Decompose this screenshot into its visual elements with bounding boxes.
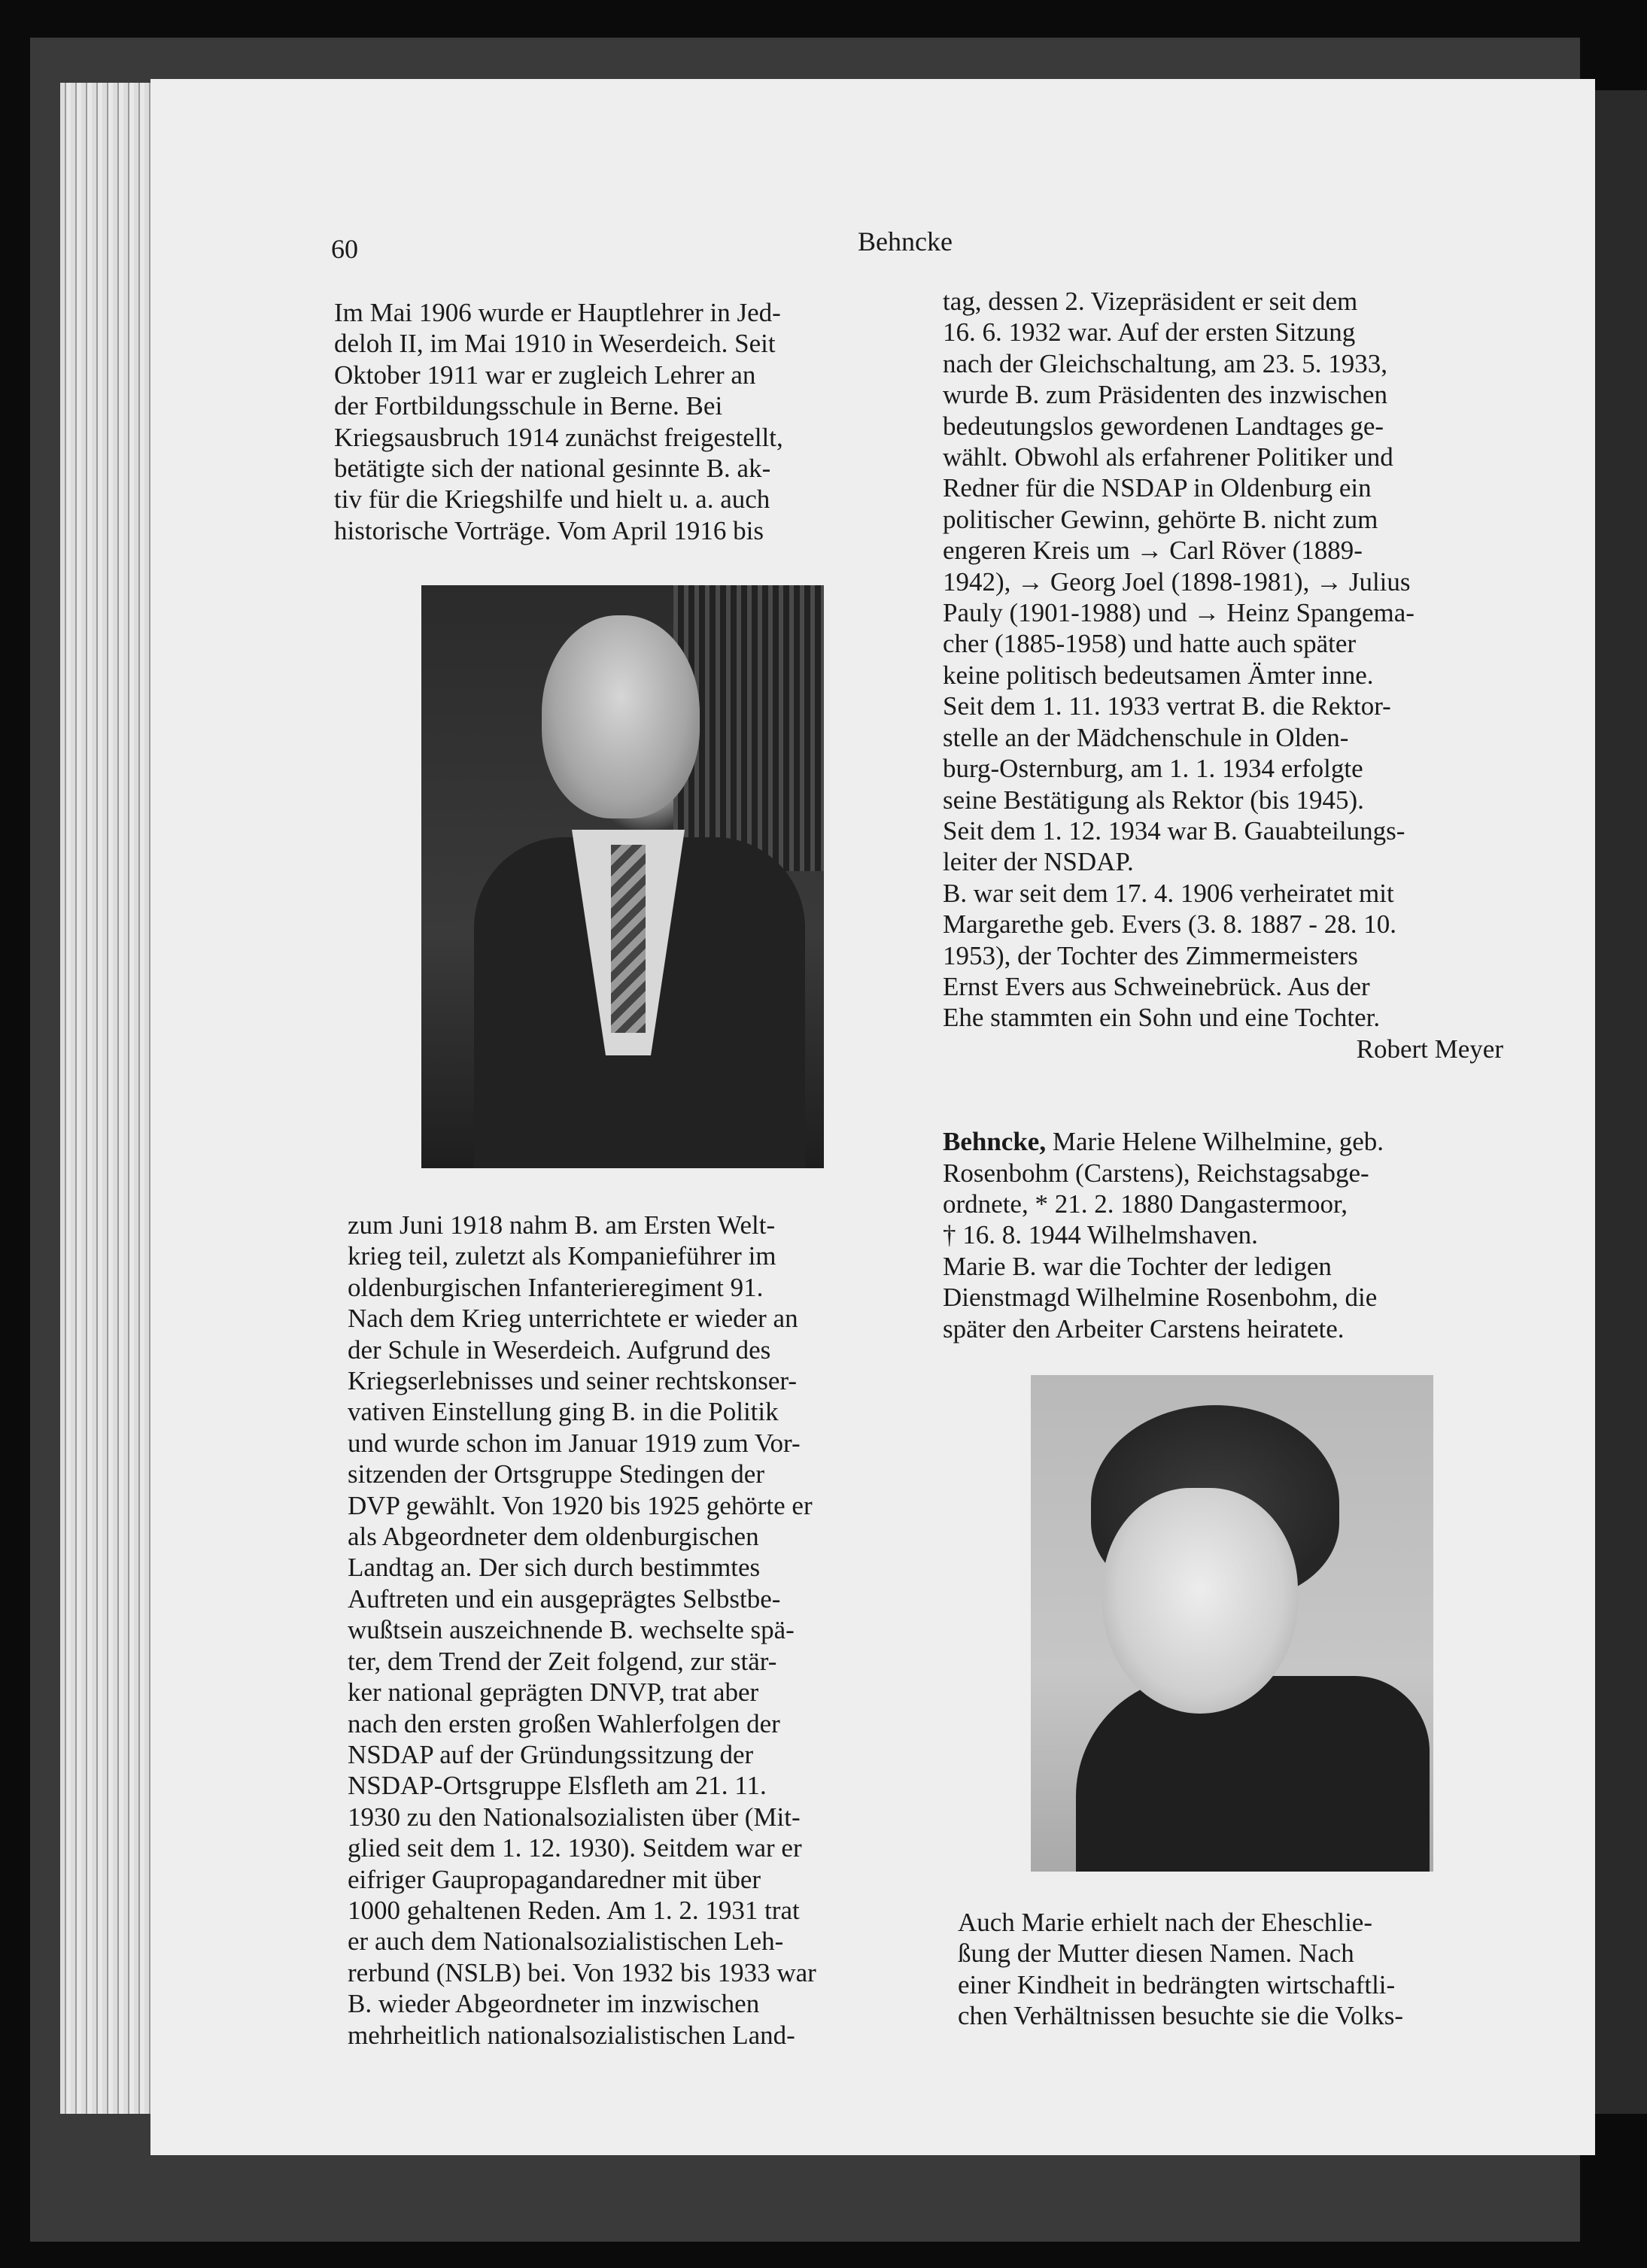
text-line: engeren Kreis um → Carl Röver (1889- bbox=[943, 536, 1363, 566]
text-line: als Abgeordneter dem oldenburgischen bbox=[348, 1522, 759, 1552]
text-line: historische Vorträge. Vom April 1916 bis bbox=[334, 515, 764, 545]
text-line: der Fortbildungsschule in Berne. Bei bbox=[334, 391, 723, 421]
text-line: oldenburgischen Infanterieregiment 91. bbox=[348, 1272, 764, 1302]
photo-head bbox=[542, 615, 700, 818]
biography-entry-header bbox=[943, 1126, 1503, 1344]
text-line: ter, dem Trend der Zeit folgend, zur stär- bbox=[348, 1646, 777, 1676]
portrait-photo-woman bbox=[1031, 1375, 1433, 1872]
left-column-bottom bbox=[348, 1210, 902, 2051]
text-line: eifriger Gaupropagandaredner mit über bbox=[348, 1864, 761, 1894]
text-line: † 16. 8. 1944 Wilhelmshaven. bbox=[943, 1220, 1258, 1250]
text-line: bedeutungslos gewordenen Landtages ge- bbox=[943, 411, 1384, 441]
right-column-bottom bbox=[958, 1907, 1518, 2032]
photo-tie bbox=[611, 845, 646, 1033]
left-column-top bbox=[334, 297, 889, 546]
entry-first-line bbox=[943, 1126, 1503, 1157]
text-line: Landtag an. Der sich durch bestimmtes bbox=[348, 1553, 761, 1583]
text-line: vativen Einstellung ging B. in die Politik bbox=[348, 1397, 779, 1427]
entry-name-rest: Marie Helene Wilhelmine, geb. bbox=[1046, 1127, 1384, 1157]
text-line: wählt. Obwohl als erfahrener Politiker und bbox=[943, 442, 1393, 472]
text-line: Seit dem 1. 11. 1933 vertrat B. die Rektor- bbox=[943, 691, 1391, 721]
entry-name: Behncke, bbox=[943, 1127, 1047, 1157]
text-line: cher (1885-1958) und hatte auch später bbox=[943, 629, 1357, 659]
text-line: 1942), → Georg Joel (1898-1981), → Julius bbox=[943, 566, 1411, 597]
running-title: Behncke bbox=[858, 226, 953, 257]
text-line: ßung der Mutter diesen Namen. Nach bbox=[958, 1939, 1354, 1969]
text-line: Auch Marie erhielt nach der Eheschlie- bbox=[958, 1908, 1372, 1937]
portrait-photo-man bbox=[421, 585, 824, 1168]
text-line: Auftreten und ein ausgeprägtes Selbstbe- bbox=[348, 1583, 781, 1614]
text-line: er auch dem Nationalsozialistischen Leh- bbox=[348, 1926, 784, 1957]
text-line: Kriegserlebnisses und seiner rechtskonser- bbox=[348, 1366, 798, 1396]
text-line: Dienstmagd Wilhelmine Rosenbohm, die bbox=[943, 1283, 1378, 1313]
text-line: B. war seit dem 17. 4. 1906 verheiratet mit bbox=[943, 878, 1394, 908]
text-line: politischer Gewinn, gehörte B. nicht zum bbox=[943, 504, 1378, 534]
text-line: glied seit dem 1. 12. 1930). Seitdem war er bbox=[348, 1833, 802, 1863]
right-column-top bbox=[943, 286, 1503, 1344]
text-line: Redner für die NSDAP in Oldenburg ein bbox=[943, 473, 1372, 503]
text-line: deloh II, im Mai 1910 in Weserdeich. Seit bbox=[334, 329, 776, 359]
text-line: 1000 gehaltenen Reden. Am 1. 2. 1931 trat bbox=[348, 1895, 800, 1925]
text-line: und wurde schon im Januar 1919 zum Vor- bbox=[348, 1428, 801, 1458]
text-line: 1930 zu den Nationalsozialisten über (Mit- bbox=[348, 1802, 801, 1832]
text-line: betätigte sich der national gesinnte B. ak- bbox=[334, 454, 771, 484]
text-line: NSDAP auf der Gründungssitzung der bbox=[348, 1739, 754, 1769]
text-line: Im Mai 1906 wurde er Hauptlehrer in Jed- bbox=[334, 298, 781, 327]
book-spine-shadow bbox=[1595, 90, 1647, 2114]
text-line: Ehe stammten ein Sohn und eine Tochter. bbox=[943, 1003, 1381, 1033]
text-line: Ernst Evers aus Schweinebrück. Aus der bbox=[943, 971, 1370, 1001]
page-stack-edge bbox=[60, 83, 166, 2114]
text-line: 16. 6. 1932 war. Auf der ersten Sitzung bbox=[943, 317, 1356, 348]
photo-dress bbox=[1076, 1676, 1430, 1872]
text-line: mehrheitlich nationalsozialistischen Land- bbox=[348, 2020, 795, 2050]
text-line: Pauly (1901-1988) und → Heinz Spangema- bbox=[943, 598, 1415, 628]
text-line: sitzenden der Ortsgruppe Stedingen der bbox=[348, 1459, 765, 1489]
text-line: leiter der NSDAP. bbox=[943, 847, 1134, 877]
text-line: zum Juni 1918 nahm B. am Ersten Welt- bbox=[348, 1210, 776, 1240]
photo-face bbox=[1102, 1488, 1298, 1714]
text-line: 1953), der Tochter des Zimmermeisters bbox=[943, 940, 1358, 970]
text-line: tiv für die Kriegshilfe und hielt u. a. auch bbox=[334, 484, 770, 515]
text-line: rerbund (NSLB) bei. Von 1932 bis 1933 war bbox=[348, 1957, 816, 1987]
text-line: keine politisch bedeutsamen Ämter inne. bbox=[943, 660, 1374, 690]
text-line: wurde B. zum Präsidenten des inzwischen bbox=[943, 380, 1387, 410]
text-line: Margarethe geb. Evers (3. 8. 1887 - 28. 10. bbox=[943, 909, 1396, 940]
text-line: burg-Osternburg, am 1. 1. 1934 erfolgte bbox=[943, 754, 1363, 784]
text-line: der Schule in Weserdeich. Aufgrund des bbox=[348, 1334, 771, 1365]
text-line: Nach dem Krieg unterrichtete er wieder an bbox=[348, 1304, 798, 1334]
text-line: B. wieder Abgeordneter im inzwischen bbox=[348, 1989, 760, 2019]
text-line: NSDAP-Ortsgruppe Elsfleth am 21. 11. bbox=[348, 1771, 767, 1801]
text-line: einer Kindheit in bedrängten wirtschaftli- bbox=[958, 1969, 1396, 1999]
text-line: später den Arbeiter Carstens heiratete. bbox=[943, 1313, 1345, 1343]
text-line: Marie B. war die Tochter der ledigen bbox=[943, 1251, 1332, 1281]
text-line: chen Verhältnissen besuchte sie die Volks- bbox=[958, 2001, 1403, 2031]
text-line: DVP gewählt. Von 1920 bis 1925 gehörte er bbox=[348, 1490, 813, 1520]
text-line: ker national geprägten DNVP, trat aber bbox=[348, 1677, 759, 1708]
text-line: nach der Gleichschaltung, am 23. 5. 1933, bbox=[943, 348, 1387, 378]
text-line: stelle an der Mädchenschule in Olden- bbox=[943, 722, 1349, 752]
author-signature: Robert Meyer bbox=[1356, 1034, 1503, 1064]
page-number: 60 bbox=[331, 234, 358, 264]
text-line: Rosenbohm (Carstens), Reichstagsabge- bbox=[943, 1158, 1369, 1188]
text-line: krieg teil, zuletzt als Kompanieführer im bbox=[348, 1241, 776, 1271]
text-line: seine Bestätigung als Rektor (bis 1945). bbox=[943, 785, 1364, 815]
text-line: nach den ersten großen Wahlerfolgen der bbox=[348, 1708, 780, 1738]
text-line: Seit dem 1. 12. 1934 war B. Gauabteilungs- bbox=[943, 815, 1405, 846]
text-line: ordnete, * 21. 2. 1880 Dangastermoor, bbox=[943, 1189, 1348, 1219]
text-line: Kriegsausbruch 1914 zunächst freigestellt, bbox=[334, 422, 783, 452]
text-line: tag, dessen 2. Vizepräsident er seit dem bbox=[943, 287, 1358, 316]
text-line: Oktober 1911 war er zugleich Lehrer an bbox=[334, 360, 756, 390]
running-head bbox=[331, 226, 1550, 271]
text-line: wußtsein auszeichnende B. wechselte spä- bbox=[348, 1615, 795, 1645]
